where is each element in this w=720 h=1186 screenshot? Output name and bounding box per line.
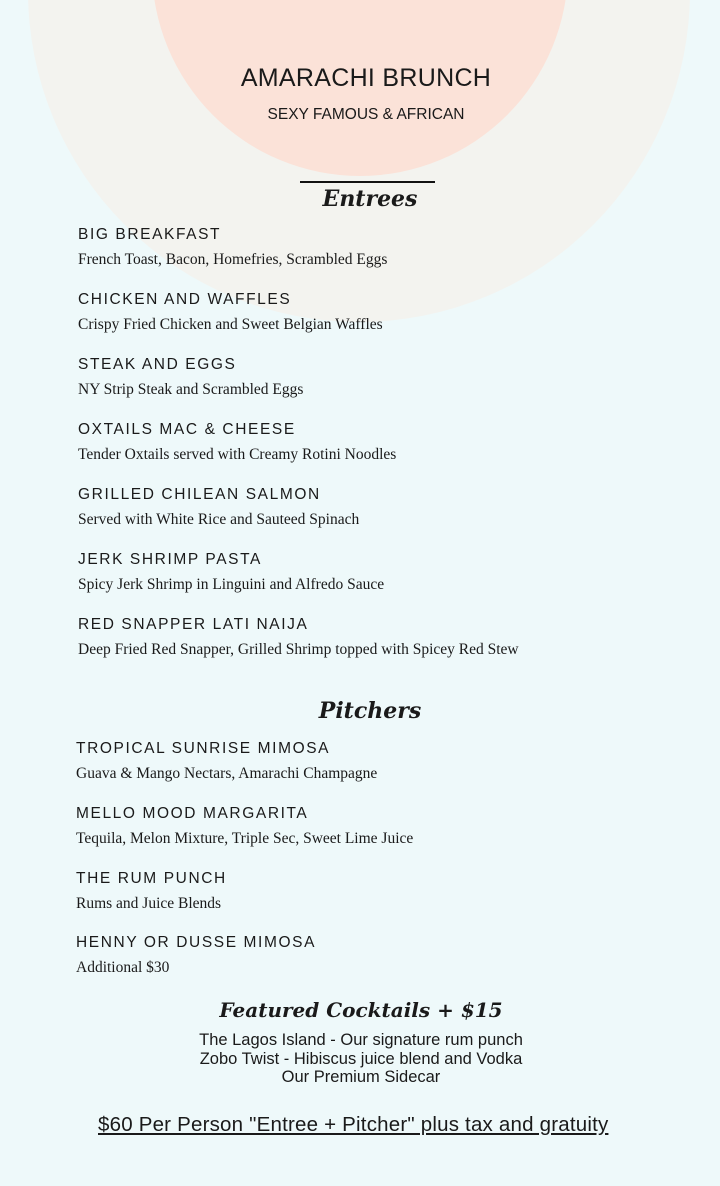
entree-item [78, 615, 519, 660]
pitchers-heading: Pitchers [318, 698, 422, 724]
item-name: THE RUM PUNCH [76, 870, 227, 887]
price-note: $60 Per Person "Entree + Pitcher" plus tax and gratuity [98, 1113, 609, 1136]
entree-item [78, 485, 359, 530]
menu-subtitle: SEXY FAMOUS & AFRICAN [267, 106, 465, 123]
pitcher-item [76, 804, 413, 849]
cocktail-line: The Lagos Island - Our signature rum punch [199, 1031, 523, 1049]
featured-cocktails-heading: Featured Cocktails + $15 [219, 998, 503, 1022]
entrees-heading: Entrees [322, 186, 418, 212]
item-name: JERK SHRIMP PASTA [78, 551, 262, 568]
item-name: BIG BREAKFAST [78, 226, 222, 243]
pitcher-item [76, 933, 316, 978]
item-description: Additional $30 [76, 959, 170, 976]
entree-item [78, 355, 303, 400]
item-description: Tequila, Melon Mixture, Triple Sec, Sweet Lime Juice [76, 830, 414, 847]
item-name: HENNY OR DUSSE MIMOSA [76, 934, 317, 951]
pitcher-item [76, 869, 227, 914]
item-description: Rums and Juice Blends [76, 895, 222, 912]
item-description: Tender Oxtails served with Creamy Rotini Noodles [78, 446, 397, 463]
pitcher-item [76, 739, 377, 784]
item-name: GRILLED CHILEAN SALMON [78, 486, 321, 503]
divider [300, 181, 435, 183]
item-name: STEAK AND EGGS [78, 356, 237, 373]
entree-item [78, 290, 383, 335]
item-description: Guava & Mango Nectars, Amarachi Champagne [76, 765, 378, 782]
entree-item [78, 420, 396, 465]
entree-item [78, 225, 387, 270]
entree-item [78, 550, 384, 595]
featured-cocktails-list [0, 1031, 720, 1087]
item-name: CHICKEN AND WAFFLES [78, 291, 292, 308]
item-description: Deep Fried Red Snapper, Grilled Shrimp topped with Spicey Red Stew [78, 641, 519, 658]
item-name: RED SNAPPER LATI NAIJA [78, 616, 309, 633]
menu-title: AMARACHI BRUNCH [240, 64, 492, 92]
item-name: TROPICAL SUNRISE MIMOSA [76, 740, 331, 757]
item-description: Crispy Fried Chicken and Sweet Belgian Waffles [78, 316, 383, 333]
item-name: OXTAILS MAC & CHEESE [78, 421, 296, 438]
cocktail-line: Zobo Twist - Hibiscus juice blend and Vodka [199, 1049, 523, 1068]
item-description: NY Strip Steak and Scrambled Eggs [78, 381, 304, 398]
item-name: MELLO MOOD MARGARITA [76, 805, 309, 822]
cocktail-line: Our Premium Sidecar [281, 1068, 441, 1086]
item-description: Served with White Rice and Sauteed Spinach [78, 511, 360, 528]
item-description: Spicy Jerk Shrimp in Linguini and Alfredo Sauce [78, 576, 385, 593]
item-description: French Toast, Bacon, Homefries, Scrambled Eggs [78, 251, 388, 268]
